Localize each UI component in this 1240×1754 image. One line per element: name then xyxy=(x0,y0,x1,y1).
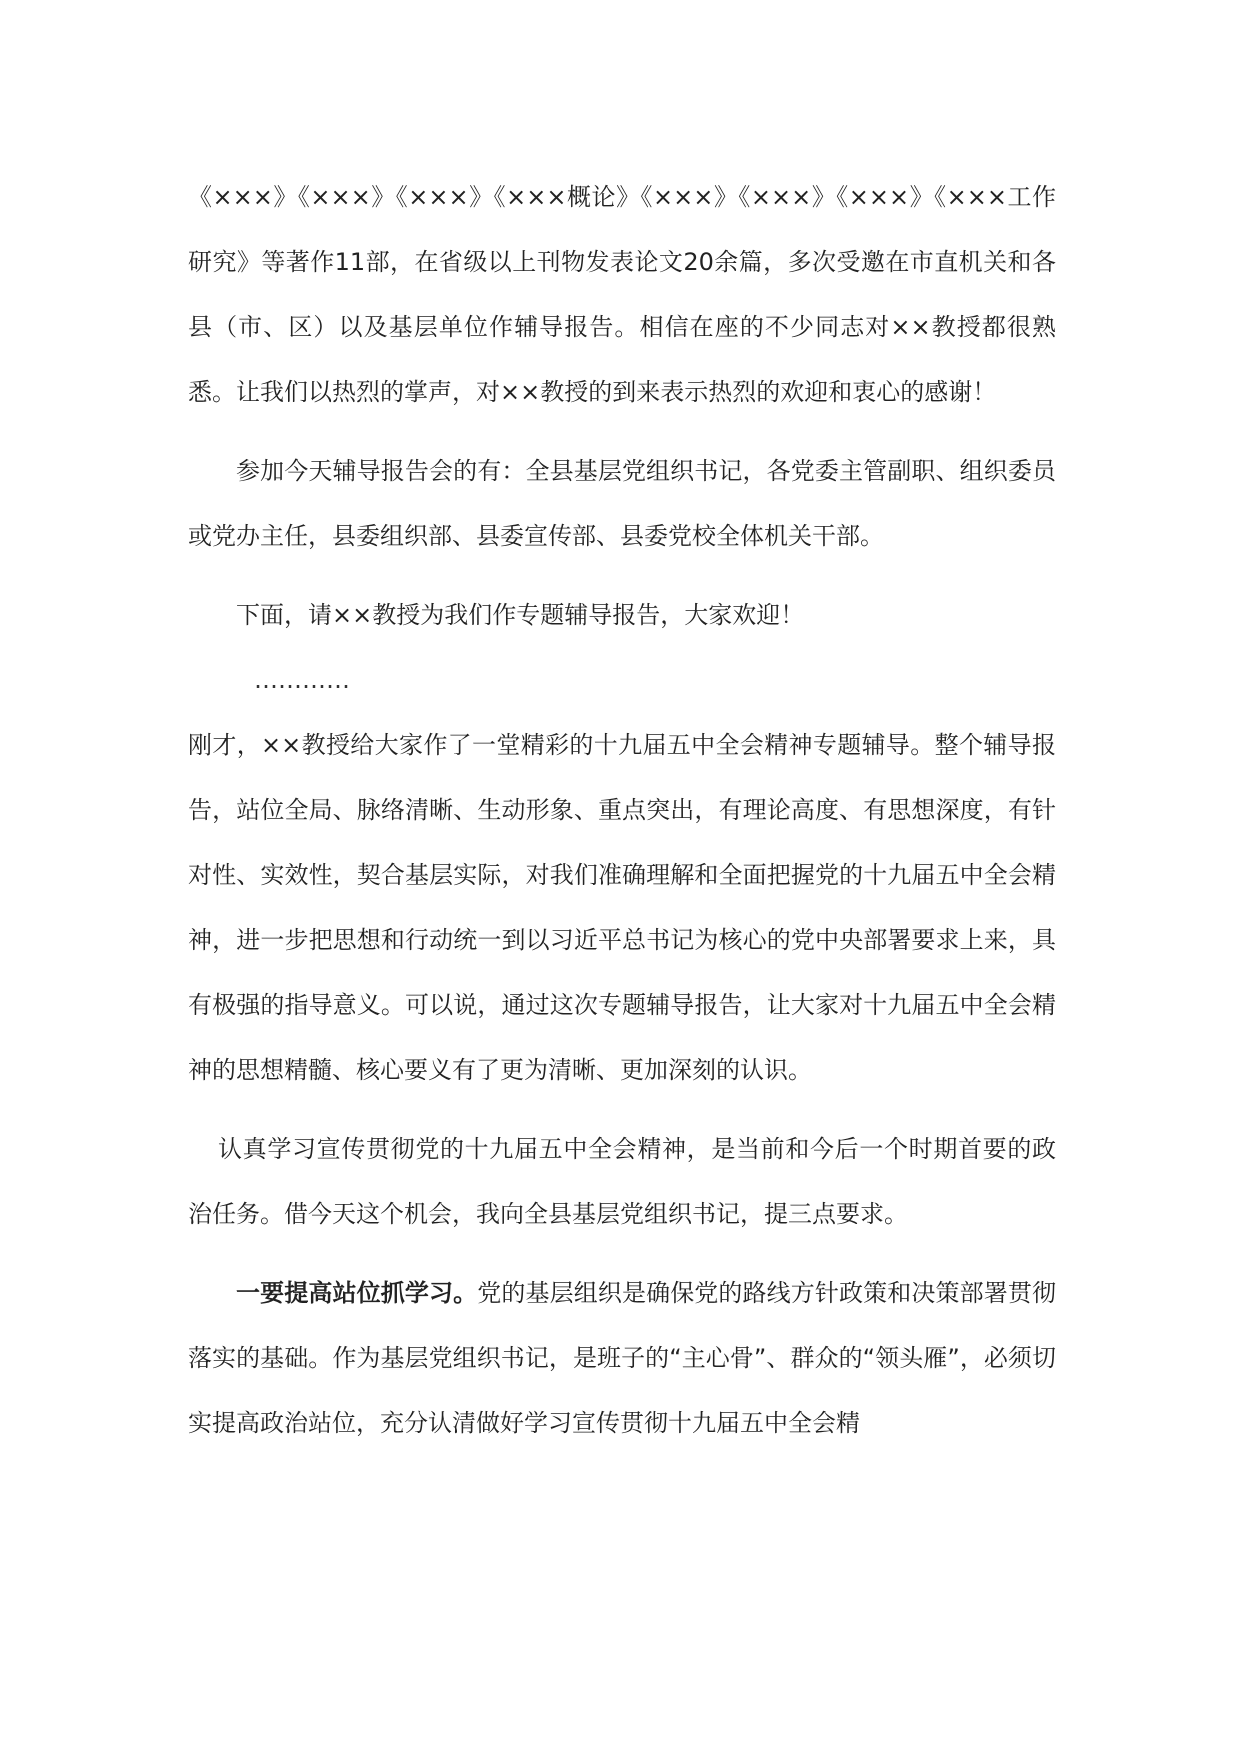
document-body xyxy=(188,165,1056,1456)
requirement-one-heading: 一要提高站位抓学习。 xyxy=(236,1279,478,1307)
paragraph-welcome: 下面，请××教授为我们作专题辅导报告，大家欢迎！ xyxy=(236,601,805,629)
paragraph-summary: 刚才，××教授给大家作了一堂精彩的十九届五中全会精神专题辅导。整个辅导报告，站位全局、脉络清晰、生动形象、重点突出，有理论高度、有思想深度，有针对性、实效性，契合基层实际，对我们准确理解和全面把握党的十九届五中全会精神，进一步把思想和行动统一到以习近平总书记为核心的党中央部署要求上来，具有极强的指导意义。可以说，通过这次专题辅导报告，让大家对十九届五中全会精神的思想精髓、核心要义有了更为清晰、更加深刻的认识。 xyxy=(188,731,1056,1084)
paragraph-requirement-one xyxy=(188,1261,1056,1456)
paragraph-requirements-intro: 认真学习宣传贯彻党的十九届五中全会精神，是当前和今后一个时期首要的政治任务。借今天这个机会，我向全县基层党组织书记，提三点要求。 xyxy=(188,1135,1056,1228)
ellipsis-separator: ………… xyxy=(254,666,350,694)
paragraph-intro: 《×××》《×××》《×××》《×××概论》《×××》《×××》《×××》《×××工作研究》等著作11部，在省级以上刊物发表论文20余篇，多次受邀在市直机关和各县（市、区）以及基层单位作辅导报告。相信在座的不少同志对××教授都很熟悉。让我们以热烈的掌声，对××教授的到来表示热烈的欢迎和衷心的感谢！ xyxy=(188,183,1056,406)
requirement-one-text: 党的基层组织是确保党的路线方针政策和决策部署贯彻落实的基础。作为基层党组织书记，是班子的“主心骨”、群众的“领头雁”，必须切实提高政治站位，充分认清做好学习宣传贯彻十九届五中全会精 xyxy=(188,1279,1057,1437)
paragraph-attendees: 参加今天辅导报告会的有：全县基层党组织书记，各党委主管副职、组织委员或党办主任，县委组织部、县委宣传部、县委党校全体机关干部。 xyxy=(188,457,1056,550)
